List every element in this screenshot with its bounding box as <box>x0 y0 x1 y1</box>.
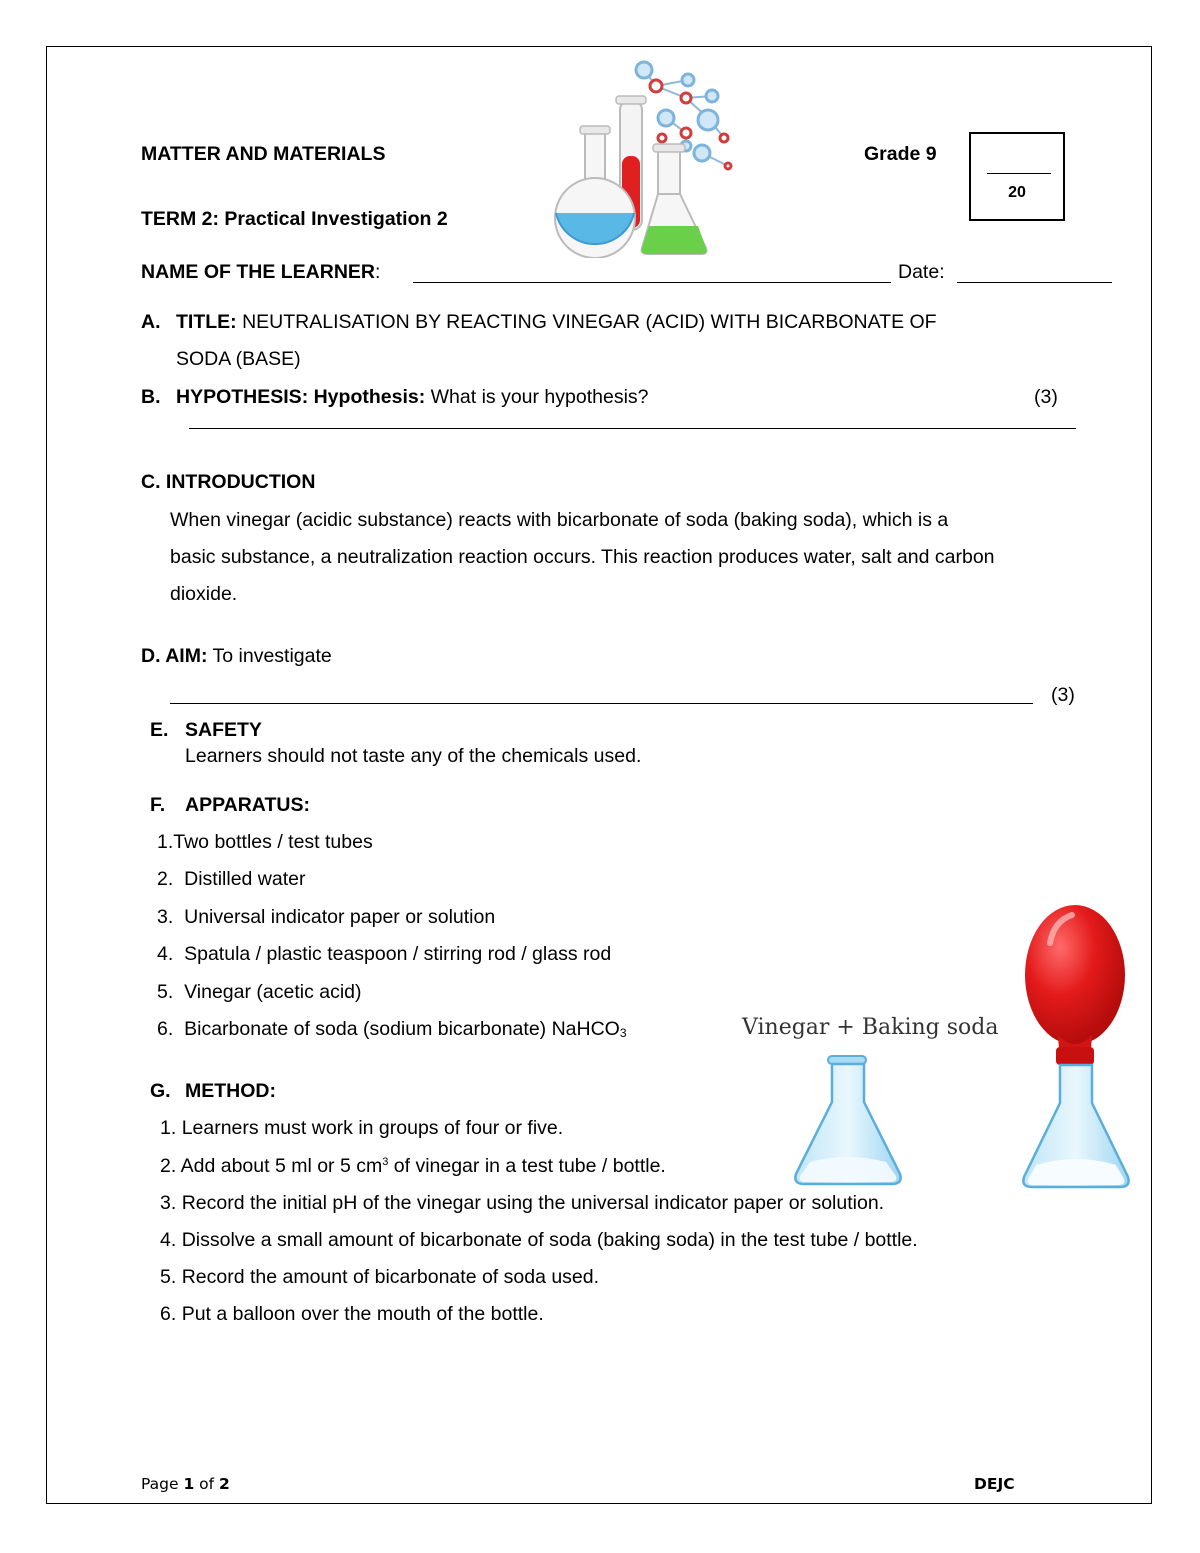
learner-name-label: NAME OF THE LEARNER: <box>141 261 381 283</box>
section-b-hypothesis: HYPOTHESIS: Hypothesis: What is your hypothesis? <box>176 386 649 408</box>
footer-code: DEJC <box>974 1475 1015 1493</box>
section-b-marks: (3) <box>1034 386 1058 408</box>
date-label: Date: <box>898 261 945 283</box>
method-step: 3. Record the initial pH of the vinegar using the universal indicator paper or solution. <box>160 1192 885 1214</box>
intro-line-1: When vinegar (acidic substance) reacts with bicarbonate of soda (baking soda), which is a <box>170 509 949 531</box>
section-d-aim: D. AIM: To investigate <box>141 645 332 667</box>
section-e-letter: E. <box>150 719 169 741</box>
section-g-letter: G. <box>150 1080 171 1102</box>
apparatus-item: 4. Spatula / plastic teaspoon / stirring rod / glass rod <box>157 943 612 965</box>
date-field[interactable] <box>957 282 1112 283</box>
hypothesis-answer-line[interactable] <box>189 428 1076 429</box>
balloon-flask-icon <box>1018 903 1134 1193</box>
score-blank-line <box>987 173 1051 174</box>
illustration-label: Vinegar + Baking soda <box>742 1015 999 1040</box>
section-g-heading: METHOD: <box>185 1080 276 1102</box>
apparatus-item: 1.Two bottles / test tubes <box>157 831 373 853</box>
chemistry-flasks-icon <box>552 58 742 258</box>
apparatus-item: 3. Universal indicator paper or solution <box>157 906 496 928</box>
intro-line-3: dioxide. <box>170 583 238 605</box>
apparatus-item: 2. Distilled water <box>157 868 306 890</box>
subject-title: MATTER AND MATERIALS <box>141 143 386 165</box>
section-c-heading: C. INTRODUCTION <box>141 471 316 493</box>
aim-answer-line[interactable] <box>170 703 1033 704</box>
total-marks: 20 <box>1008 184 1026 201</box>
method-step: 2. Add about 5 ml or 5 $cm^3$ of vinegar in a test tube / bottle. <box>160 1155 666 1177</box>
method-step: 5. Record the amount of bicarbonate of soda used. <box>160 1266 600 1288</box>
term-title: TERM 2: Practical Investigation 2 <box>141 208 448 230</box>
apparatus-item: 6. Bicarbonate of soda (sodium bicarbonate) NaHCO$_3$ <box>157 1018 627 1040</box>
intro-line-2: basic substance, a neutralization reaction occurs. This reaction produces water, salt and carbon <box>170 546 995 568</box>
method-step: 6. Put a balloon over the mouth of the bottle. <box>160 1303 544 1325</box>
safety-text: Learners should not taste any of the chemicals used. <box>185 745 642 767</box>
method-step: 1. Learners must work in groups of four or five. <box>160 1117 564 1139</box>
section-a-title: TITLE: NEUTRALISATION BY REACTING VINEGAR (ACID) WITH BICARBONATE OF <box>176 311 937 333</box>
section-f-heading: APPARATUS: <box>185 794 310 816</box>
section-a-title-cont: SODA (BASE) <box>176 348 301 370</box>
section-a-letter: A. <box>141 311 161 333</box>
flask-icon <box>790 1052 906 1188</box>
apparatus-item: 5. Vinegar (acetic acid) <box>157 981 362 1003</box>
section-d-marks: (3) <box>1051 684 1075 706</box>
score-box <box>969 132 1065 221</box>
page-number: Page 1 of 2 <box>141 1475 230 1493</box>
section-e-heading: SAFETY <box>185 719 262 741</box>
grade-label: Grade 9 <box>864 143 937 165</box>
method-step: 4. Dissolve a small amount of bicarbonate of soda (baking soda) in the test tube / bottle. <box>160 1229 918 1251</box>
section-f-letter: F. <box>150 794 166 816</box>
learner-name-field[interactable] <box>413 282 891 283</box>
section-b-letter: B. <box>141 386 161 408</box>
